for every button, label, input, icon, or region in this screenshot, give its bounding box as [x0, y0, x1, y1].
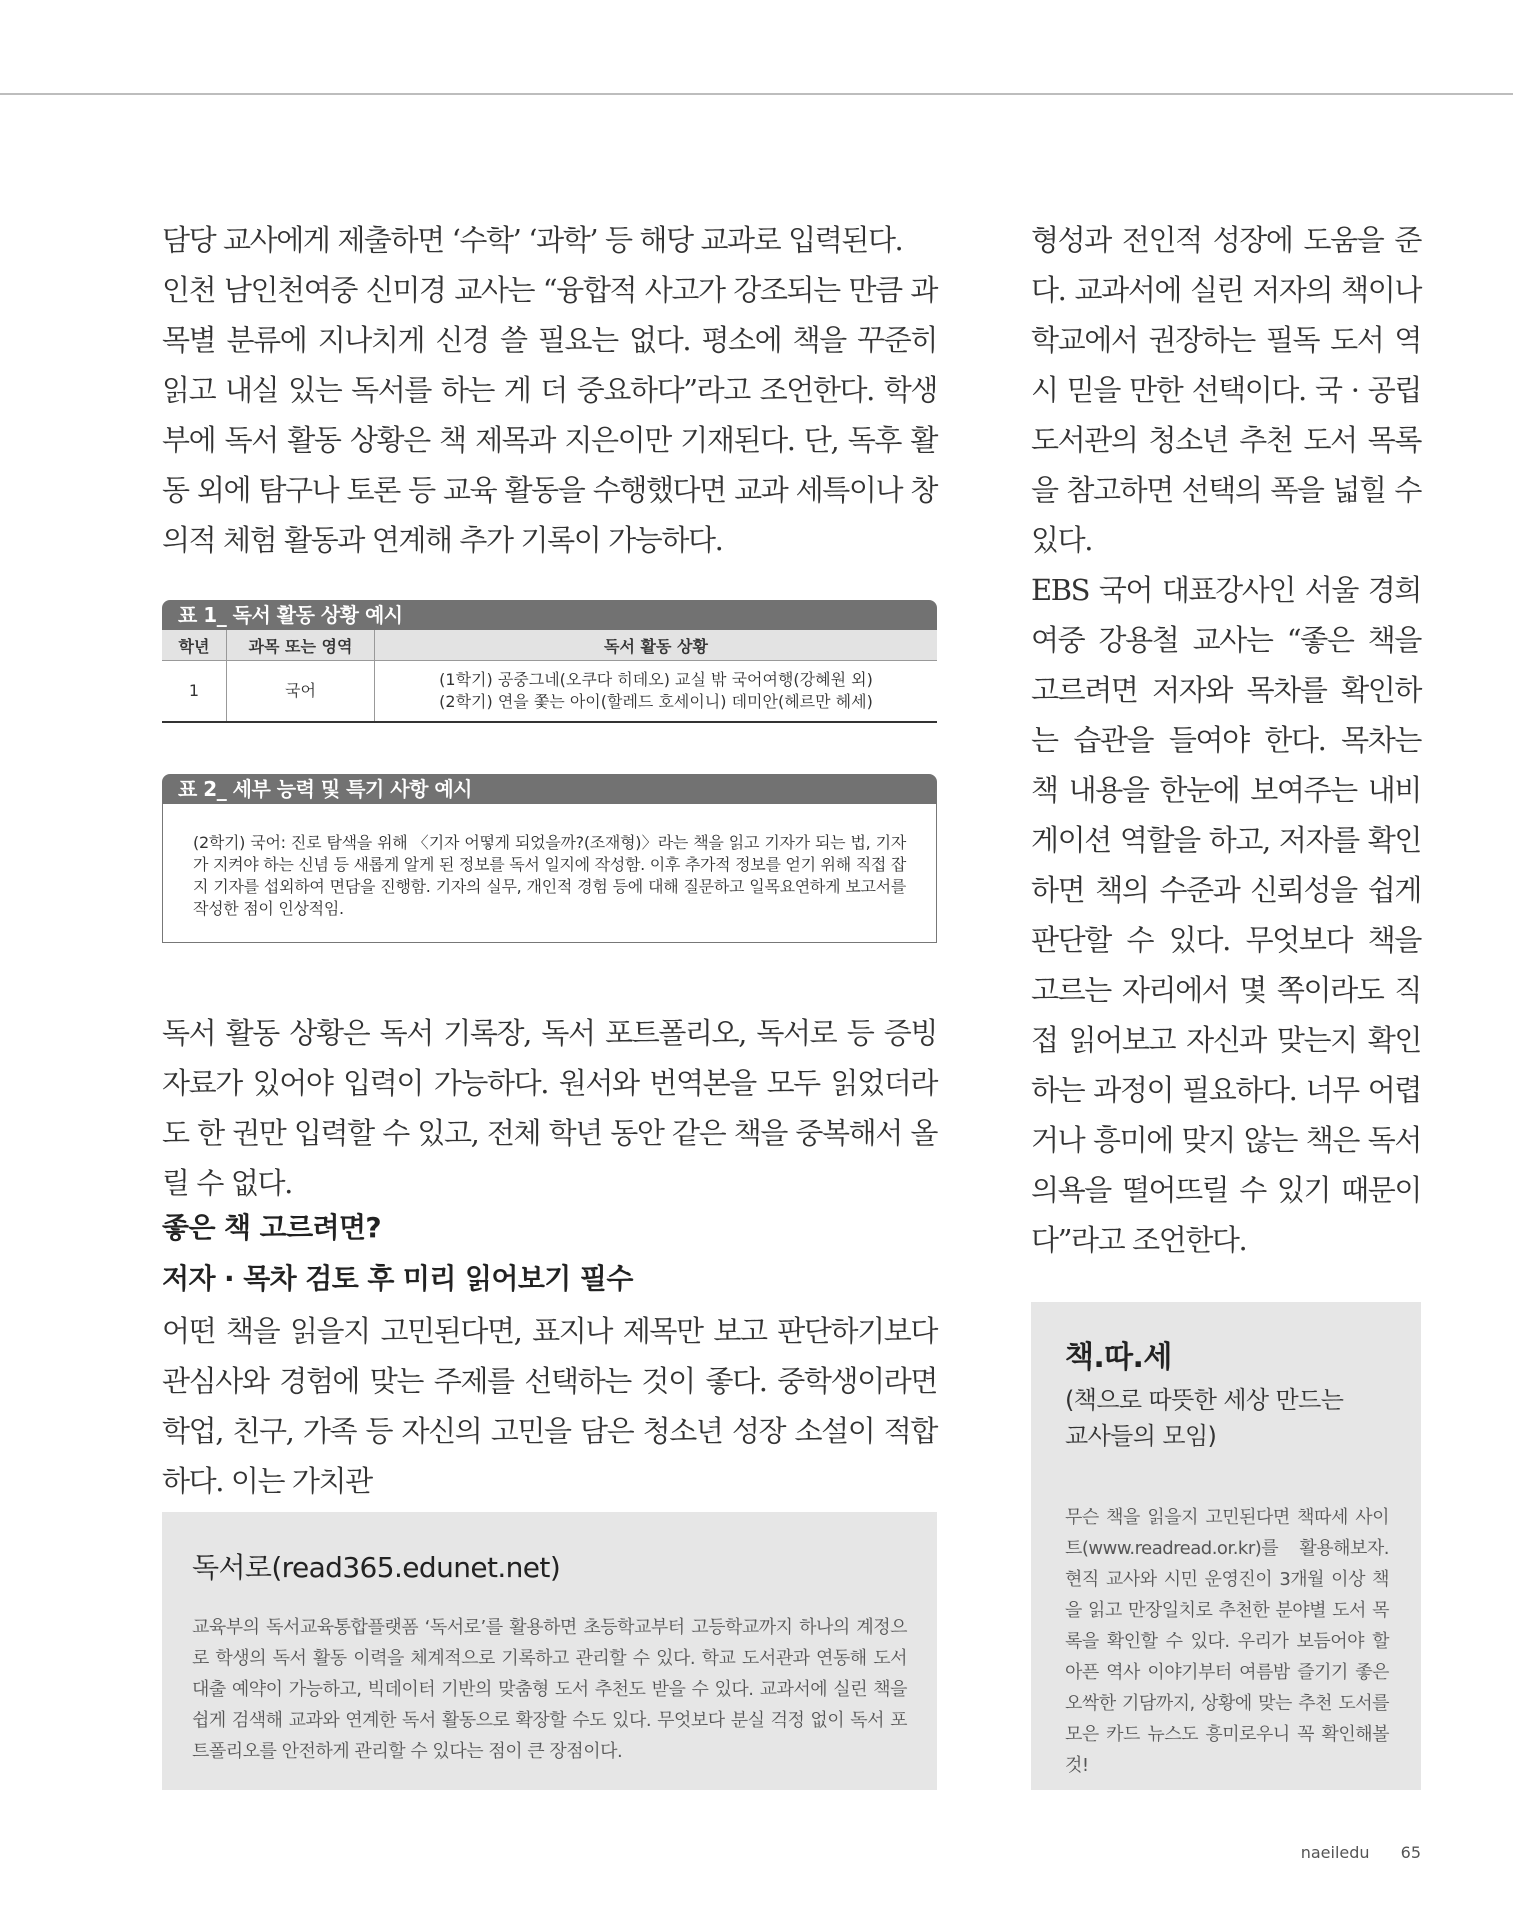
left-column-lower: [162, 1008, 937, 1208]
page-number: 65: [1400, 1843, 1421, 1862]
left-column: [162, 215, 937, 565]
body-paragraph: 인천 남인천여중 신미경 교사는 “융합적 사고가 강조되는 만큼 과목별 분류에 지나치게 신경 쓸 필요는 없다. 평소에 책을 꾸준히 읽고 내실 있는 독서를 하는 게 더 중요하다”라고 조언한다. 학생부에 독서 활동 상황은 책 제목과 지은이만 기재된다. 단, 독후 활동 외에 탐구나 토론 등 교육 활동을 수행했다면 교과 세특이나 창의적 체험 활동과 연계해 추가 기록이 가능하다.: [162, 273, 937, 557]
table-header: 학년: [162, 630, 227, 661]
body-paragraph: EBS 국어 대표강사인 서울 경희여중 강용철 교사는 “좋은 책을 고르려면 저자와 목차를 확인하는 습관을 들여야 한다. 목차는 책 내용을 한눈에 보여주는 내비게이션 역할을 하고, 저자를 확인하면 책의 수준과 신뢰성을 쉽게 판단할 수 있다. 무엇보다 책을 고르는 자리에서 몇 쪽이라도 직접 읽어보고 자신과 맞는지 확인하는 과정이 필요하다. 너무 어렵거나 흥미에 맞지 않는 책은 독서 의욕을 떨어뜨릴 수 있기 때문이다”라고 조언한다.: [1031, 573, 1421, 1257]
activity-line: (2학기) 연을 쫓는 아이(할레드 호세이니) 데미안(헤르만 헤세): [439, 692, 873, 711]
dokseoro-info-box: [162, 1512, 937, 1790]
box-subtitle: (책으로 따뜻한 세상 만드는: [1065, 1386, 1344, 1414]
body-paragraph: 어떤 책을 읽을지 고민된다면, 표지나 제목만 보고 판단하기보다 관심사와 경험에 맞는 주제를 선택하는 것이 좋다. 중학생이라면 학업, 친구, 가족 등 자신의 고민을 담은 청소년 성장 소설이 적합하다. 이는 가치관: [162, 1314, 937, 1498]
table-cell-subject: 국어: [227, 661, 375, 723]
table-2-title: 표 2_ 세부 능력 및 특기 사항 예시: [162, 774, 937, 804]
reading-activity-table: [162, 630, 937, 723]
body-paragraph: 담당 교사에게 제출하면 ‘수학’ ‘과학’ 등 해당 교과로 입력된다.: [162, 223, 903, 257]
table-1-title: 표 1_ 독서 활동 상황 예시: [162, 600, 937, 630]
body-paragraph: 형성과 전인적 성장에 도움을 준다. 교과서에 실린 저자의 책이나 학교에서 권장하는 필독 도서 역시 믿을 만한 선택이다. 국 · 공립 도서관의 청소년 추천 도서 목록을 참고하면 선택의 폭을 넓힐 수 있다.: [1031, 223, 1421, 557]
table-2: [162, 774, 937, 943]
table-row: [162, 661, 937, 723]
publication-name: naeiledu: [1300, 1843, 1370, 1862]
box-body: 교육부의 독서교육통합플랫폼 ‘독서로’를 활용하면 초등학교부터 고등학교까지 하나의 계정으로 학생의 독서 활동 이력을 체계적으로 기록하고 관리할 수 있다. 학교 도서관과 연동해 도서 대출 예약이 가능하고, 빅데이터 기반의 맞춤형 도서 추천도 받을 수 있다. 교과서에 실린 책을 쉽게 검색해 교과와 연계한 독서 활동으로 확장할 수도 있다. 무엇보다 분실 걱정 없이 독서 포트폴리오를 안전하게 관리할 수 있다는 점이 큰 장점이다.: [192, 1617, 907, 1762]
left-column-bottom: [162, 1306, 937, 1506]
box-body: 무슨 책을 읽을지 고민된다면 책따세 사이트(www.readread.or.kr)를 활용해보자. 현직 교사와 시민 운영진이 3개월 이상 책을 읽고 만장일치로 추천한 분야별 도서 목록을 확인할 수 있다. 우리가 보듬어야 할 아픈 역사 이야기부터 여름밤 즐기기 좋은 오싹한 기담까지, 상황에 맞는 추천 도서를 모은 카드 뉴스도 흥미로우니 꼭 확인해볼 것!: [1065, 1507, 1389, 1776]
table-1: [162, 600, 937, 723]
box-subtitle: 교사들의 모임): [1065, 1422, 1217, 1450]
table-header: 독서 활동 상황: [375, 630, 938, 661]
top-rule: [0, 93, 1513, 95]
box-title: 책.따.세: [1065, 1340, 1172, 1375]
chakttase-info-box: [1031, 1302, 1421, 1790]
right-column: [1031, 215, 1421, 1265]
activity-line: (1학기) 공중그네(오쿠다 히데오) 교실 밖 국어여행(강혜원 외): [439, 670, 873, 689]
section-heading: 좋은 책 고르려면?: [162, 1211, 382, 1244]
table-2-body: (2학기) 국어: 진로 탐색을 위해 〈기자 어떻게 되었을까?(조재형)〉라는 책을 읽고 기자가 되는 법, 기자가 지켜야 하는 신념 등 새롭게 알게 된 정보를 독서 일지에 작성함. 이후 추가적 정보를 얻기 위해 직접 잡지 기자를 섭외하여 면담을 진행함. 기자의 실무, 개인적 경험 등에 대해 질문하고 일목요연하게 보고서를 작성한 점이 인상적임.: [162, 804, 937, 943]
section-subheading: 저자 · 목차 검토 후 미리 읽어보기 필수: [162, 1262, 633, 1295]
table-cell-activity: [375, 661, 938, 723]
page-footer: [1275, 1843, 1421, 1862]
table-cell-grade: 1: [162, 661, 227, 723]
body-paragraph: 독서 활동 상황은 독서 기록장, 독서 포트폴리오, 독서로 등 증빙 자료가 있어야 입력이 가능하다. 원서와 번역본을 모두 읽었더라도 한 권만 입력할 수 있고, 전체 학년 동안 같은 책을 중복해서 올릴 수 없다.: [162, 1016, 937, 1200]
table-header: 과목 또는 영역: [227, 630, 375, 661]
box-title: 독서로(read365.edunet.net): [192, 1551, 561, 1584]
